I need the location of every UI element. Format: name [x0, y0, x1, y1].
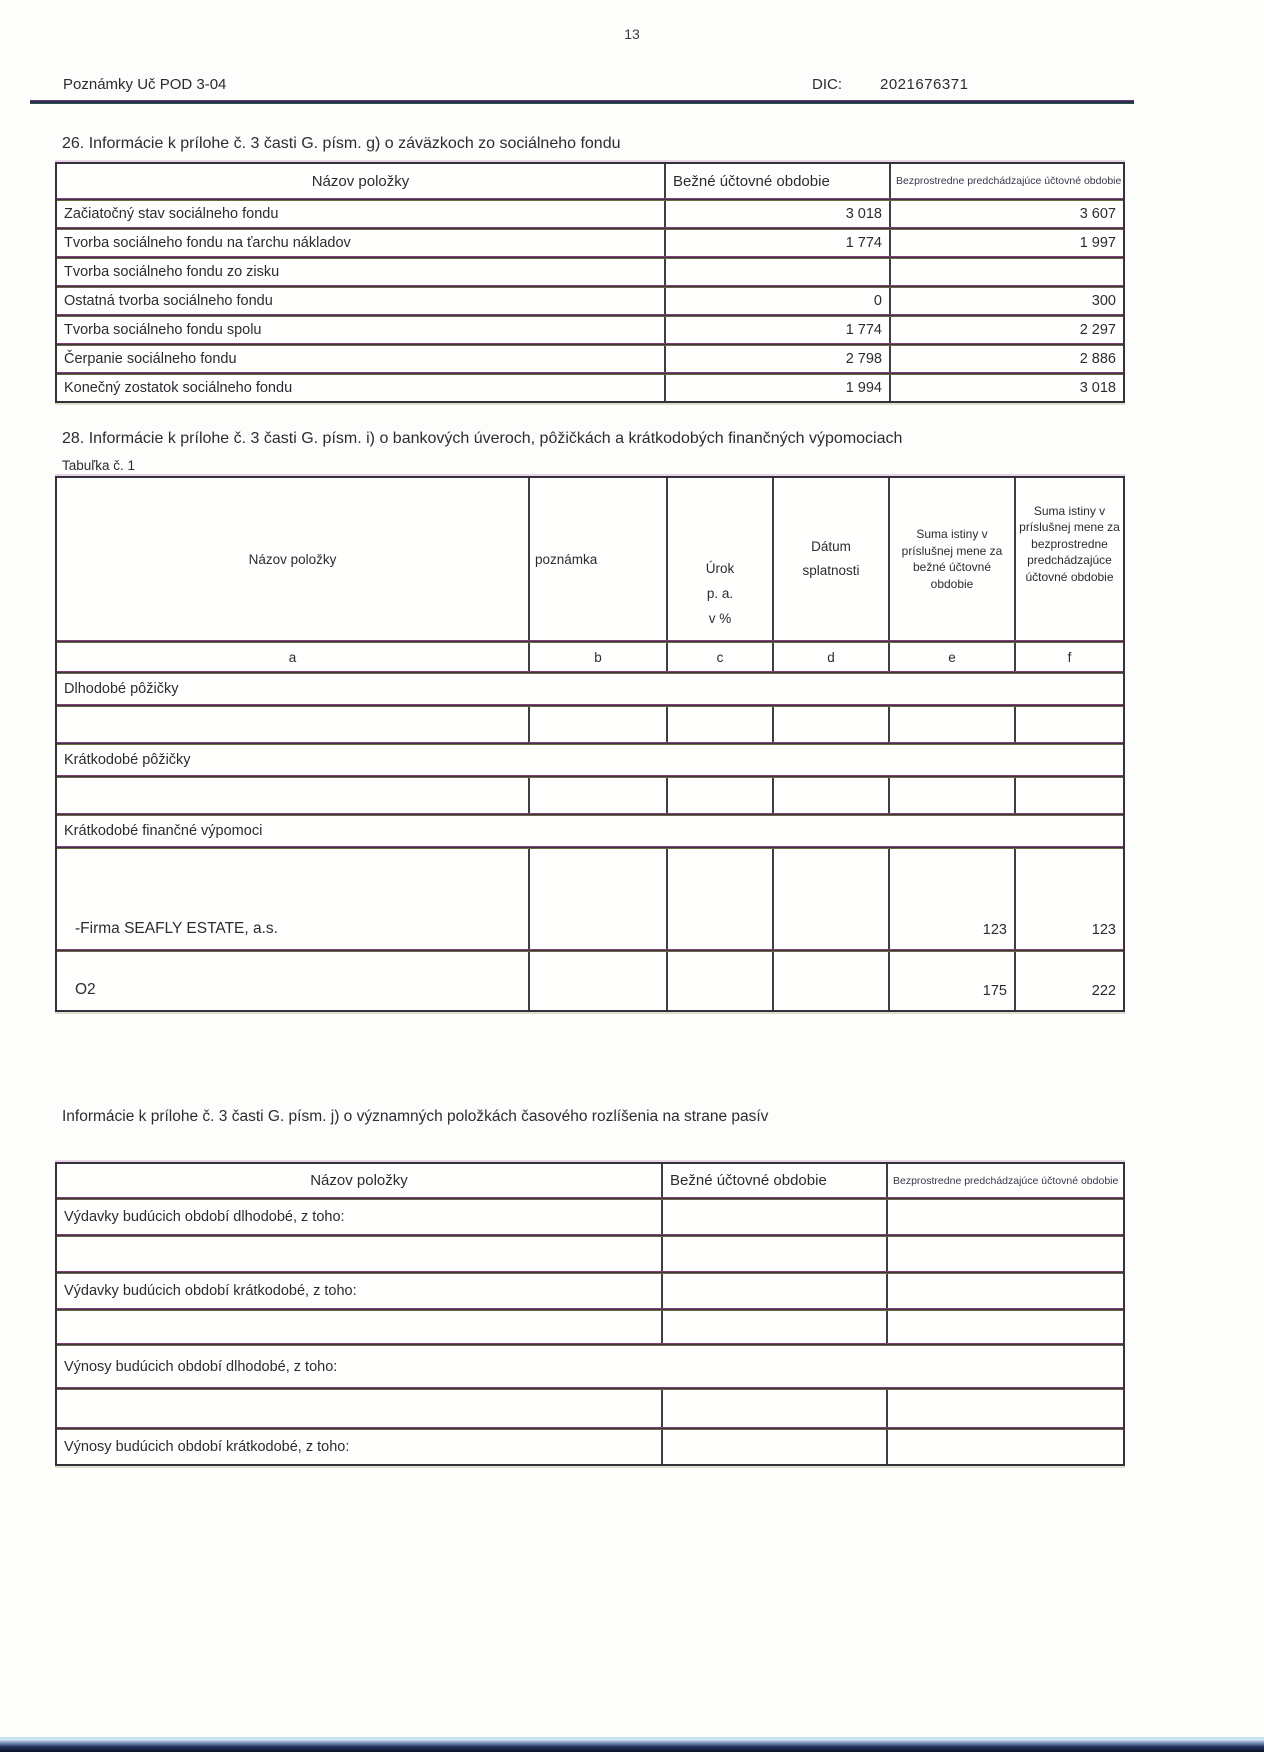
- table-row: [57, 201, 1123, 227]
- cell-empty: [886, 1200, 1123, 1234]
- cell-previous: 2 886: [889, 346, 1123, 372]
- cell-label: Čerpanie sociálneho fondu: [64, 351, 237, 367]
- col-header-interest: [666, 478, 772, 640]
- col-header-name: Názov položky: [310, 1172, 408, 1189]
- header-rule: [30, 100, 1134, 104]
- cell-empty: [886, 1311, 1123, 1343]
- empty-row: [57, 778, 1123, 813]
- cell-label: Začiatočný stav sociálneho fondu: [64, 206, 279, 222]
- cell-empty: [666, 849, 772, 949]
- section-26-title: 26. Informácie k prílohe č. 3 časti G. písm. g) o záväzkoch zo sociálneho fondu: [62, 135, 621, 152]
- page-number: 13: [624, 26, 640, 42]
- entry-name: O2: [75, 981, 96, 998]
- col-letter: f: [1014, 643, 1123, 671]
- cell-empty: [661, 1390, 886, 1427]
- table-row: [57, 1274, 1123, 1308]
- table-header-row: [57, 164, 1123, 198]
- header-line: Úrok: [705, 561, 735, 576]
- cell-empty: [888, 778, 1014, 813]
- col-header-previous: Bezprostredne predchádzajúce účtovné obdobie: [886, 1164, 1123, 1197]
- table-caption: Tabuľka č. 1: [62, 458, 135, 473]
- group-row: [57, 745, 1123, 775]
- cell-label: Tvorba sociálneho fondu zo zisku: [64, 264, 280, 280]
- col-letter: a: [288, 649, 297, 665]
- table-header-row: [57, 478, 1123, 640]
- cell-empty: [661, 1237, 886, 1271]
- cell-label: Ostatná tvorba sociálneho fondu: [64, 293, 273, 309]
- entry-current: 123: [888, 849, 1014, 949]
- cell-empty: [528, 849, 666, 949]
- cell-label: Tvorba sociálneho fondu spolu: [64, 322, 262, 338]
- cell-previous: 3 607: [889, 201, 1123, 227]
- column-letters-row: [57, 643, 1123, 671]
- col-header-name: Názov položky: [248, 551, 337, 567]
- table-row: [57, 375, 1123, 401]
- table-row: [57, 288, 1123, 314]
- section-28-title: 28. Informácie k prílohe č. 3 časti G. písm. i) o bankových úveroch, pôžičkách a krátkodobých finančných výpomociach: [62, 430, 903, 447]
- cell-empty: [772, 778, 888, 813]
- cell-current: 3 018: [664, 201, 889, 227]
- cell-empty: [886, 1237, 1123, 1271]
- table-row: [57, 317, 1123, 343]
- cell-empty: [886, 1390, 1123, 1427]
- table-row: [57, 230, 1123, 256]
- cell-current: 0: [664, 288, 889, 314]
- cell-empty: [772, 952, 888, 1010]
- dic-value: 2021676371: [880, 76, 969, 93]
- table-row: [57, 346, 1123, 372]
- cell-label: Výdavky budúcich období krátkodobé, z toho:: [64, 1283, 357, 1299]
- cell-current: 1 774: [664, 230, 889, 256]
- cell-label: Výdavky budúcich období dlhodobé, z toho:: [64, 1209, 345, 1225]
- cell-empty: [528, 778, 666, 813]
- group-label: Krátkodobé finančné výpomoci: [64, 823, 263, 839]
- loan-entry-row: [57, 952, 1123, 1010]
- col-header-current: Bežné účtovné obdobie: [661, 1164, 886, 1197]
- cell-previous: 2 297: [889, 317, 1123, 343]
- entry-previous: 222: [1014, 952, 1123, 1010]
- section-j-title: Informácie k prílohe č. 3 časti G. písm. j) o významných položkách časového rozlíšenia na strane pasív: [62, 1108, 769, 1125]
- cell-empty: [661, 1200, 886, 1234]
- header-line: splatnosti: [802, 563, 860, 578]
- col-header-principal-current: Suma istiny v príslušnej mene za bežné účtovné obdobie: [888, 478, 1014, 640]
- cell-current: 2 798: [664, 346, 889, 372]
- cell-empty: [1014, 707, 1123, 742]
- header-line: Dátum: [811, 539, 851, 554]
- cell-empty: [666, 778, 772, 813]
- table-row: [57, 259, 1123, 285]
- empty-row: [57, 707, 1123, 742]
- social-fund-table: [55, 162, 1125, 403]
- cell-empty: [661, 1311, 886, 1343]
- cell-empty: [888, 707, 1014, 742]
- col-header-due-date: [772, 478, 888, 640]
- group-label: Krátkodobé pôžičky: [64, 752, 191, 768]
- accruals-table: [55, 1162, 1125, 1466]
- cell-current: [664, 259, 889, 285]
- cell-empty: [57, 1390, 661, 1427]
- loan-entry-row: [57, 849, 1123, 949]
- cell-empty: [886, 1274, 1123, 1308]
- empty-row: [57, 1237, 1123, 1271]
- col-letter: e: [888, 643, 1014, 671]
- cell-empty: [57, 1237, 661, 1271]
- col-letter: b: [528, 643, 666, 671]
- header-line: p. a.: [706, 586, 734, 601]
- empty-row: [57, 1390, 1123, 1427]
- col-header-note: poznámka: [528, 478, 666, 640]
- group-row: [57, 816, 1123, 846]
- entry-current: 175: [888, 952, 1014, 1010]
- cell-empty: [666, 707, 772, 742]
- cell-previous: 3 018: [889, 375, 1123, 401]
- cell-empty: [666, 952, 772, 1010]
- cell-empty: [528, 952, 666, 1010]
- cell-empty: [772, 849, 888, 949]
- cell-label: Výnosy budúcich období dlhodobé, z toho:: [64, 1358, 338, 1375]
- col-letter: c: [666, 643, 772, 671]
- loans-table: [55, 476, 1125, 1012]
- cell-empty: [661, 1274, 886, 1308]
- entry-previous: 123: [1014, 849, 1123, 949]
- scan-edge-band: [0, 1739, 1264, 1752]
- dic-label: DIC:: [812, 76, 842, 93]
- cell-empty: [886, 1430, 1123, 1464]
- cell-previous: 300: [889, 288, 1123, 314]
- full-width-row: [57, 1346, 1123, 1387]
- cell-label: Výnosy budúcich období krátkodobé, z toho:: [64, 1439, 350, 1455]
- table-header-row: [57, 1164, 1123, 1197]
- cell-empty: [772, 707, 888, 742]
- col-header-name: Názov položky: [311, 172, 410, 190]
- col-letter: d: [772, 643, 888, 671]
- header-line: v %: [708, 611, 732, 626]
- col-header-previous: Bezprostredne predchádzajúce účtovné obdobie: [889, 164, 1123, 198]
- table-row: [57, 1200, 1123, 1234]
- table-row: [57, 1430, 1123, 1464]
- cell-label: Tvorba sociálneho fondu na ťarchu nákladov: [64, 235, 351, 251]
- cell-current: 1 994: [664, 375, 889, 401]
- form-label: Poznámky Uč POD 3-04: [63, 76, 227, 93]
- cell-empty: [1014, 778, 1123, 813]
- cell-empty: [57, 778, 528, 813]
- cell-current: 1 774: [664, 317, 889, 343]
- col-header-current: Bežné účtovné obdobie: [664, 164, 889, 198]
- cell-empty: [661, 1430, 886, 1464]
- cell-label: Konečný zostatok sociálneho fondu: [64, 380, 293, 396]
- cell-empty: [57, 707, 528, 742]
- entry-name: -Firma SEAFLY ESTATE, a.s.: [75, 920, 278, 937]
- cell-empty: [528, 707, 666, 742]
- cell-previous: [889, 259, 1123, 285]
- group-label: Dlhodobé pôžičky: [64, 681, 179, 697]
- col-header-principal-previous: Suma istiny v príslušnej mene za bezprostredne predchádzajúce účtovné obdobie: [1014, 478, 1123, 640]
- cell-empty: [57, 1311, 661, 1343]
- empty-row: [57, 1311, 1123, 1343]
- group-row: [57, 674, 1123, 704]
- cell-previous: 1 997: [889, 230, 1123, 256]
